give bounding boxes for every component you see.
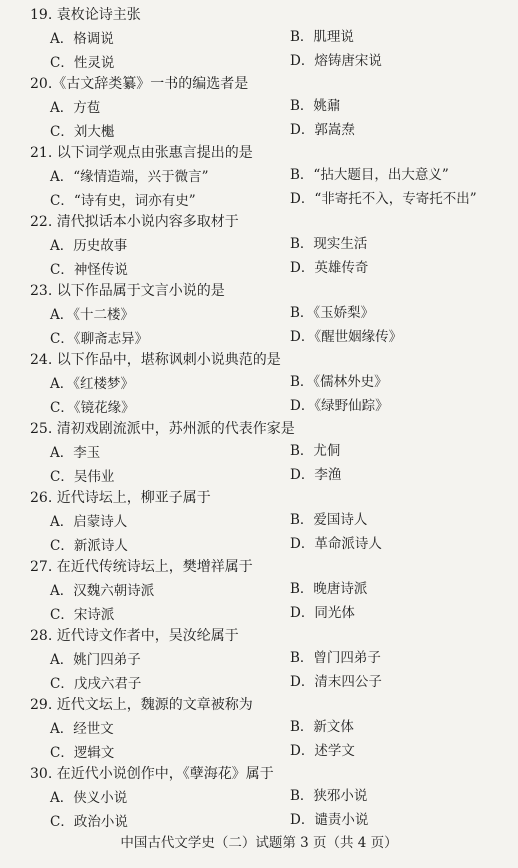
question-25 [0,420,518,488]
question-22 [0,213,518,281]
question-stem: 20.《古文辞类纂》一书的编选者是 [30,76,249,92]
question-23 [0,282,518,350]
option-a: A．姚门四弟子 [50,652,141,668]
option-d: D．李渔 [290,467,342,483]
option-b: B．晚唐诗派 [290,581,368,597]
option-c: C．宋诗派 [50,607,115,623]
option-b: B．《儒林外史》 [290,374,388,390]
question-stem: 22. 清代拟话本小说内容多取材于 [30,214,239,230]
option-d: D．述学文 [290,743,355,759]
option-c: C．政治小说 [50,814,128,830]
question-stem: 29. 近代文坛上，魏源的文章被称为 [30,697,253,713]
option-a: A．启蒙诗人 [50,514,128,530]
option-a: A．方苞 [50,100,101,116]
option-c: C．《聊斋志异》 [50,331,149,347]
option-a: A．《红楼梦》 [50,376,134,392]
question-26 [0,489,518,557]
question-stem: 28. 近代诗文作者中，吴汝纶属于 [30,628,239,644]
option-d: D．《绿野仙踪》 [290,398,389,414]
option-b: B．肌理说 [290,29,354,45]
option-c: C．戊戌六君子 [50,676,142,692]
question-stem: 27. 在近代传统诗坛上，樊增祥属于 [30,559,253,575]
option-d: D．英雄传奇 [290,260,369,276]
option-b: B．新文体 [290,719,354,735]
option-c: C．性灵说 [50,55,115,71]
option-a: A．“缘情造端，兴于微言” [50,169,209,185]
option-b: B．《玉娇梨》 [290,305,375,321]
option-a: A．历史故事 [50,238,128,254]
option-a: A．《十二楼》 [50,307,134,323]
option-d: D．郭嵩焘 [290,122,355,138]
question-28 [0,627,518,695]
question-stem: 19. 袁枚论诗主张 [30,7,141,23]
option-c: C．新派诗人 [50,538,128,554]
question-20 [0,75,518,143]
option-c: C．逻辑文 [50,745,115,761]
option-a: A．侠义小说 [50,790,128,806]
option-a: A．李玉 [50,445,101,461]
option-c: C．“诗有史，词亦有史” [50,193,196,209]
option-c: C．吴伟业 [50,469,115,485]
option-d: D．同光体 [290,605,355,621]
page-footer: 中国古代文学史（二）试题第 3 页（共 4 页） [120,835,398,851]
question-21 [0,144,518,212]
option-b: B．曾门四弟子 [290,650,381,666]
option-b: B．爱国诗人 [290,512,368,528]
question-stem: 24. 以下作品中，堪称讽刺小说典范的是 [30,352,281,368]
question-24 [0,351,518,419]
question-30 [0,765,518,833]
question-27 [0,558,518,626]
question-stem: 25. 清初戏剧流派中，苏州派的代表作家是 [30,421,295,437]
option-d: D．清末四公子 [290,674,382,690]
option-d: D．谴责小说 [290,812,369,828]
question-stem: 21. 以下词学观点由张惠言提出的是 [30,145,253,161]
option-a: A．格调说 [50,31,114,47]
option-a: A．经世文 [50,721,114,737]
option-d: D．熔铸唐宋说 [290,53,382,69]
question-stem: 23. 以下作品属于文言小说的是 [30,283,225,299]
question-19 [0,6,518,74]
question-stem: 26. 近代诗坛上，柳亚子属于 [30,490,211,506]
option-a: A．汉魏六朝诗派 [50,583,155,599]
option-b: B．狭邪小说 [290,788,368,804]
option-c: C．刘大櫆 [50,124,115,140]
question-stem: 30. 在近代小说创作中，《孽海花》属于 [30,766,274,782]
option-d: D．“非寄托不入，专寄托不出” [290,191,477,207]
option-b: B．姚鼐 [290,98,341,114]
question-29 [0,696,518,764]
option-c: C．神怪传说 [50,262,128,278]
option-d: D．革命派诗人 [290,536,382,552]
option-b: B．现实生活 [290,236,368,252]
option-c: C．《镜花缘》 [50,400,135,416]
option-b: B．“拈大题目，出大意义” [290,167,449,183]
option-b: B．尤侗 [290,443,341,459]
option-d: D．《醒世姻缘传》 [290,329,403,345]
